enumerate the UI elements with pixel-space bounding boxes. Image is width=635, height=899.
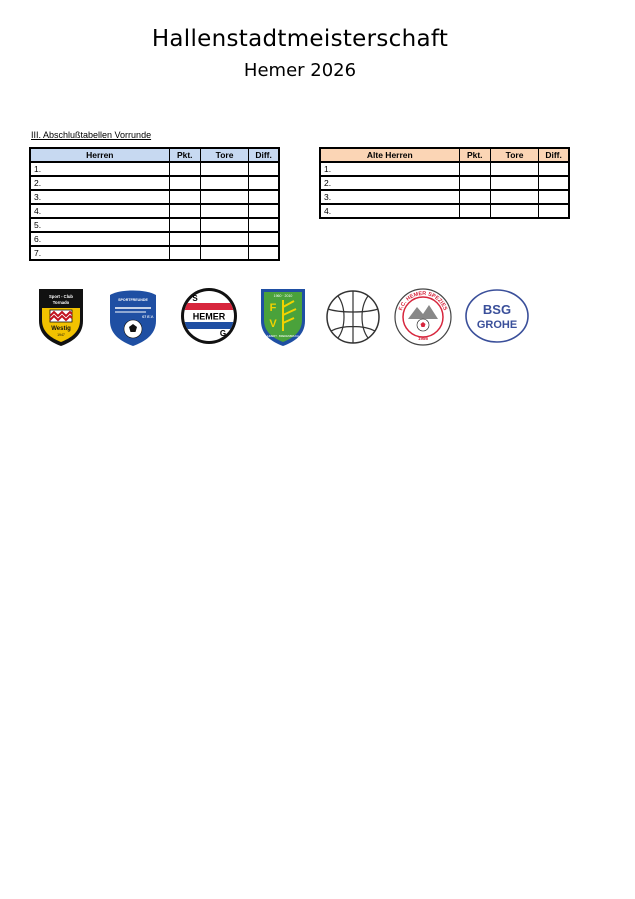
table-row [30, 246, 279, 260]
goals-cell [200, 246, 248, 260]
diff-cell [539, 176, 569, 190]
club-logos [36, 287, 536, 349]
rank-cell: 7. [30, 246, 169, 260]
goals-cell [490, 190, 538, 204]
rank-cell: 2. [30, 176, 169, 190]
goals-cell [200, 218, 248, 232]
points-cell [459, 176, 490, 190]
svg-text:1947: 1947 [57, 333, 65, 337]
diff-cell [249, 162, 279, 176]
fvl-logo [258, 287, 308, 347]
svg-text:1986: 1986 [417, 336, 429, 341]
table-row [30, 176, 279, 190]
rank-cell: 1. [30, 162, 169, 176]
column-header-goals: Tore [490, 148, 538, 162]
diff-cell [539, 162, 569, 176]
svg-text:Tornado: Tornado [52, 300, 70, 305]
rank-cell: 2. [320, 176, 459, 190]
svg-text:07 E.V.: 07 E.V. [142, 315, 154, 319]
table-row [30, 162, 279, 176]
column-header-diff: Diff. [539, 148, 569, 162]
sg-hemer-logo [178, 287, 240, 345]
points-cell [459, 204, 490, 218]
points-cell [169, 190, 200, 204]
points-cell [169, 232, 200, 246]
tornado-westig-logo [36, 287, 86, 347]
svg-text:GROHE: GROHE [476, 319, 518, 331]
diff-cell [539, 190, 569, 204]
rank-cell: 5. [30, 218, 169, 232]
svg-text:Sport - Club: Sport - Club [49, 294, 73, 299]
goals-cell [200, 190, 248, 204]
column-header-team: Herren [30, 148, 169, 162]
points-cell [459, 162, 490, 176]
points-cell [169, 176, 200, 190]
table-row [320, 162, 569, 176]
table-row [30, 190, 279, 204]
goals-cell [490, 204, 538, 218]
rank-cell: 1. [320, 162, 459, 176]
table-header-row [30, 148, 279, 162]
column-header-points: Pkt. [169, 148, 200, 162]
rank-cell: 4. [320, 204, 459, 218]
svg-text:IHMERT · BREDENBRUCH: IHMERT · BREDENBRUCH [266, 335, 300, 338]
goals-cell [490, 162, 538, 176]
diff-cell [539, 204, 569, 218]
svg-text:V: V [269, 318, 277, 330]
football-logo [322, 287, 384, 347]
svg-text:SPORTFREUNDE: SPORTFREUNDE [118, 298, 148, 302]
points-cell [169, 204, 200, 218]
diff-cell [249, 190, 279, 204]
table-herren [29, 147, 280, 261]
points-cell [169, 218, 200, 232]
svg-text:F: F [269, 302, 277, 314]
diff-cell [249, 218, 279, 232]
svg-text:Westig: Westig [51, 326, 71, 332]
rank-cell: 3. [320, 190, 459, 204]
points-cell [459, 190, 490, 204]
table-header-row [320, 148, 569, 162]
rank-cell: 4. [30, 204, 169, 218]
goals-cell [200, 204, 248, 218]
table-alte-herren [319, 147, 570, 219]
rank-cell: 3. [30, 190, 169, 204]
table-row [30, 204, 279, 218]
diff-cell [249, 204, 279, 218]
diff-cell [249, 176, 279, 190]
svg-text:F.C. HEMER SPEZIES: F.C. HEMER SPEZIES [398, 290, 448, 312]
table-row [30, 232, 279, 246]
goals-cell [200, 176, 248, 190]
table-row [30, 218, 279, 232]
svg-text:HEMER: HEMER [192, 311, 226, 322]
column-header-points: Pkt. [459, 148, 490, 162]
page-subtitle: Hemer 2026 [243, 60, 357, 81]
fc-hemer-logo [392, 287, 454, 347]
svg-text:S: S [192, 294, 198, 303]
points-cell [169, 246, 200, 260]
goals-cell [200, 162, 248, 176]
table-row [320, 190, 569, 204]
svg-text:1960 · 2010: 1960 · 2010 [273, 294, 293, 298]
diff-cell [249, 246, 279, 260]
sportfreunde-logo [106, 287, 160, 347]
goals-cell [200, 232, 248, 246]
goals-cell [490, 176, 538, 190]
column-header-team: Alte Herren [320, 148, 459, 162]
diff-cell [249, 232, 279, 246]
table-row [320, 204, 569, 218]
section-heading: III. Abschlußtabellen Vorrunde [31, 130, 152, 140]
table-row [320, 176, 569, 190]
rank-cell: 6. [30, 232, 169, 246]
bsg-grohe-logo [464, 287, 530, 345]
column-header-goals: Tore [200, 148, 248, 162]
column-header-diff: Diff. [249, 148, 279, 162]
page-title: Hallenstadtmeisterschaft [151, 26, 449, 52]
svg-text:G: G [219, 329, 227, 338]
svg-text:BSG: BSG [482, 302, 512, 317]
points-cell [169, 162, 200, 176]
